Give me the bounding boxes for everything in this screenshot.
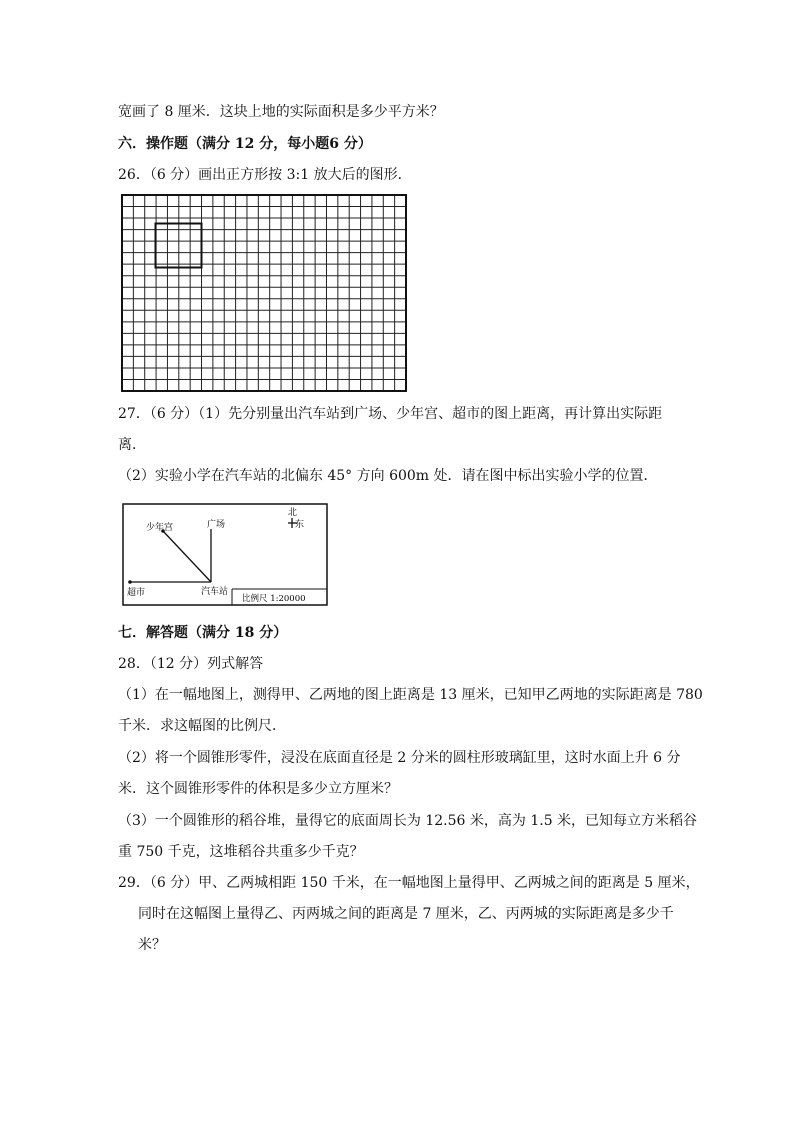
question-28-3: （3）一个圆锥形的稻谷堆，量得它的底面周长为 12.56 米，高为 1.5 米，已知每立方米稻谷 bbox=[118, 813, 698, 829]
text-line: 宽画了 8 厘米．这块上地的实际面积是多少平方米？ bbox=[118, 104, 444, 120]
question-29: 29．（6 分）甲、乙两城相距 150 千米，在一幅地图上量得甲、乙两城之间的距离是 5 厘米， bbox=[118, 875, 700, 891]
square-grid bbox=[121, 194, 407, 392]
label-chaoshi: 超市 bbox=[127, 588, 146, 598]
scale-label: 比例尺 1:20000 bbox=[242, 594, 306, 604]
section-heading-7: 七．解答题（满分 18 分） bbox=[118, 625, 288, 641]
label-qichezhan: 汽车站 bbox=[201, 587, 229, 597]
label-guangchang: 广场 bbox=[207, 520, 226, 530]
chaoshi-point bbox=[128, 580, 132, 584]
question-28-1: （1）在一幅地图上，测得甲、乙两地的图上距离是 13 厘米，已知甲乙两地的实际距离是 780 bbox=[118, 687, 703, 703]
question-27-part1-cont: 离． bbox=[118, 437, 146, 453]
question-26: 26．（6 分）画出正方形按 3:1 放大后的图形． bbox=[118, 167, 412, 183]
question-29-cont2: 米？ bbox=[138, 937, 166, 953]
question-28-1-cont: 千米．求这幅图的比例尺． bbox=[118, 718, 286, 734]
question-27-part1: 27．（6 分）（1）先分别量出汽车站到广场、少年宫、超市的图上距离，再计算出实际距 bbox=[118, 406, 663, 422]
label-shaonian: 少年宫 bbox=[146, 523, 174, 533]
label-east: 东 bbox=[295, 520, 305, 530]
question-28-3-cont: 重 750 千克，这堆稻谷共重多少千克？ bbox=[118, 844, 364, 860]
label-north: 北 bbox=[288, 508, 298, 518]
section-heading-6: 六．操作题（满分 12 分，每小题6 分） bbox=[118, 136, 372, 152]
question-27-part2: （2）实验小学在汽车站的北偏东 45° 方向 600m 处．请在图中标出实验小学的位置． bbox=[118, 468, 658, 484]
question-29-cont: 同时在这幅图上量得乙、丙两城之间的距离是 7 厘米，乙、丙两城的实际距离是多少千 bbox=[138, 906, 674, 922]
map-diagram bbox=[122, 503, 328, 606]
question-28-2: （2）将一个圆锥形零件，浸没在底面直径是 2 分米的圆柱形玻璃缸里，这时水面上升 6 分 bbox=[118, 750, 681, 766]
question-28: 28．（12 分）列式解答 bbox=[118, 656, 264, 672]
question-28-2-cont: 米．这个圆锥形零件的体积是多少立方厘米？ bbox=[118, 781, 398, 797]
